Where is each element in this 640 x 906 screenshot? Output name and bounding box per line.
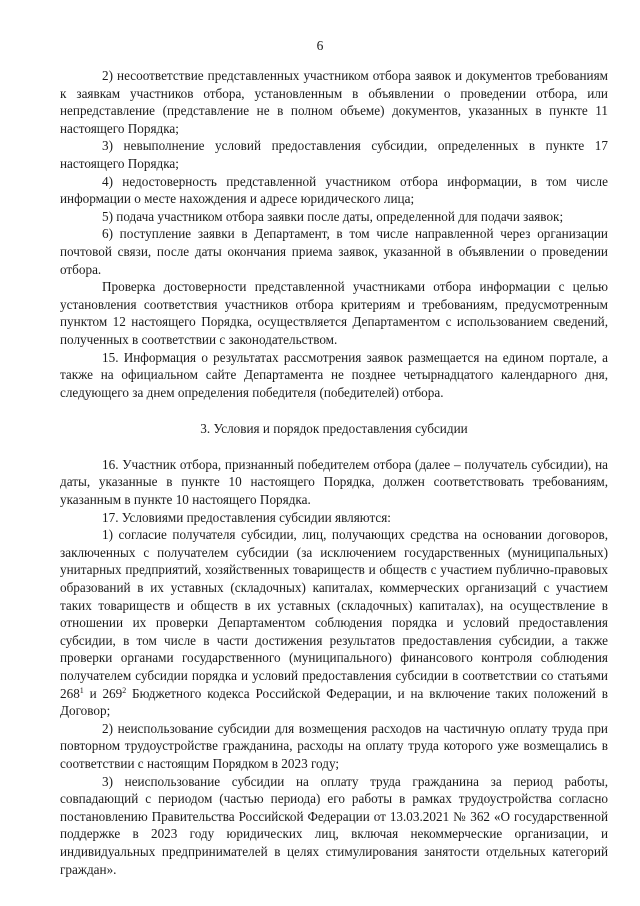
paragraph-17-item-1-text-b: и 269 [83, 685, 123, 701]
footnote-sup-2: 2 [122, 685, 127, 695]
paragraph-17-item-1 [60, 526, 608, 720]
paragraph-17-item-2: 2) неиспользование субсидии для возмещения расходов на частичную оплату труда при повторном трудоустройстве гражданина, расходы на оплату труда которого уже возмещались в соответствии с настоящим Порядком в 2023 году; [60, 720, 608, 771]
paragraph-item-4: 4) недостоверность представленной участником отбора информации, в том числе информации о месте нахождения и адресе юридического лица; [60, 173, 608, 207]
document-body [60, 67, 608, 878]
paragraph-17-item-3: 3) неиспользование субсидии на оплату труда гражданина за период работы, совпадающий с периодом (частью периода) его работы в рамках трудоустройства согласно постановлению Правительства Российской Федерации от 13.03.2021 № 362 «О государственной поддержке в 2023 году юридических лиц, включая некоммерческие организации, и индивидуальных предпринимателей в целях стимулирования занятости отдельных категорий граждан». [60, 773, 608, 877]
paragraph-16: 16. Участник отбора, признанный победителем отбора (далее – получатель субсидии), на даты, указанные в пункте 10 настоящего Порядка, должен соответствовать требованиям, указанным в пункте 10 настоящего Порядка. [60, 456, 608, 508]
page-number: 6 [316, 38, 324, 53]
paragraph-item-3: 3) невыполнение условий предоставления субсидии, определенных в пункте 17 настоящего Порядка; [60, 138, 608, 171]
paragraph-17: 17. Условиями предоставления субсидии являются: [102, 509, 391, 525]
paragraph-item-2: 2) несоответствие представленных участником отбора заявок и документов требованиям к заявкам участников отбора, установленным в объявлении о проведении отбора, или непредставление (представление не в полном объеме) документов, указанных в пункте 11 настоящего Порядка; [60, 68, 608, 136]
paragraph-17-item-1-text-c: Бюджетного кодекса Российской Федерации, и на включение таких положений в Договор; [60, 685, 608, 719]
footnote-sup-1: 1 [79, 685, 84, 695]
paragraph-17-item-1-text-a: 1) согласие получателя субсидии, лиц, получающих средства на основании договоров, заключенных с получателем субсидии (за исключением государственных (муниципальных) унитарных предприятий, хозяйственных товариществ и обществ с участием публично-правовых образований в их уставных (складочных) капиталах, коммерческих организаций с участием таких товариществ и обществ в их уставных (складочных) капиталах), на осуществление в отношении их проверки Департаментом соблюдения порядка и условий предоставления субсидии, в том числе в части достижения результатов предоставления субсидии, а также проверки органами государственного (муниципального) финансового контроля соблюдения получателем субсидии порядка и условий предоставления субсидии в соответствии со статьями 268 [60, 527, 608, 701]
section-heading: 3. Условия и порядок предоставления субсидии [200, 421, 468, 437]
paragraph-verification: Проверка достоверности представленной участниками отбора информации с целью установления соответствия участников отбора критериям и требованиям, предусмотренным пунктом 12 настоящего Порядка, осуществляется Департаментом с использованием сведений, полученных в соответствии с законодательством. [60, 279, 608, 347]
paragraph-item-5: 5) подача участником отбора заявки после даты, определенной для подачи заявок; [102, 208, 564, 224]
paragraph-item-6: 6) поступление заявки в Департамент, в том числе направленной через организации почтовой связи, после даты окончания приема заявок, указанной в объявлении о проведении отбора. [60, 226, 608, 277]
paragraph-15: 15. Информация о результатах рассмотрения заявок размещается на едином портале, а также на официальном сайте Департамента не позднее четырнадцатого календарного дня, следующего за днем определения победителя (победителей) отбора. [60, 349, 608, 400]
